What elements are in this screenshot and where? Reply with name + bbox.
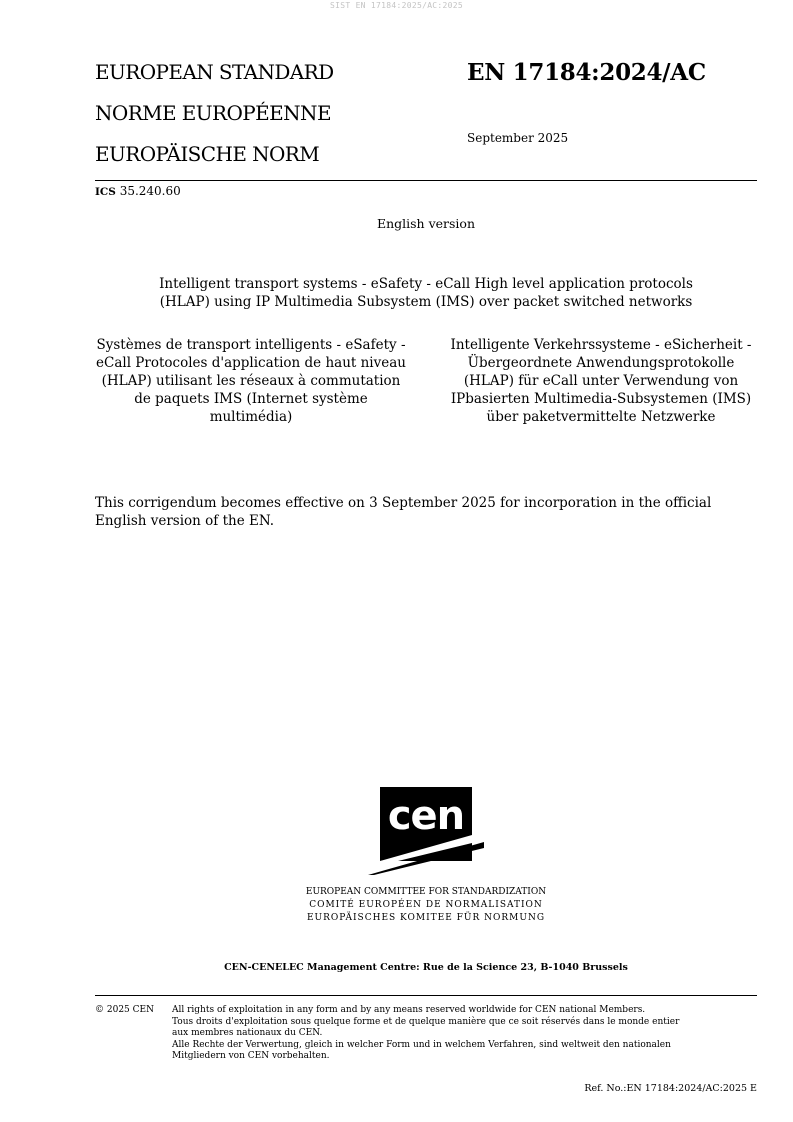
rights-line: Tous droits d'exploitation sous quelque forme et de quelque manière que ce soit réservés dans le monde entier bbox=[172, 1016, 680, 1027]
title-german-line: IPbasierten Multimedia-Subsystemen (IMS) bbox=[450, 391, 752, 407]
corrigendum-line: English version of the EN. bbox=[95, 513, 275, 529]
title-french-line: multimédia) bbox=[209, 409, 293, 425]
committee-name-de: EUROPÄISCHES KOMITEE FÜR NORMUNG bbox=[306, 913, 546, 923]
rights-line: Mitgliedern von CEN vorbehalten. bbox=[172, 1051, 330, 1061]
title-german-line: Übergeordnete Anwendungsprotokolle bbox=[467, 355, 735, 371]
ics-classification bbox=[95, 184, 181, 198]
rights-line: aux membres nationaux du CEN. bbox=[172, 1028, 323, 1038]
rights-statement bbox=[172, 1005, 757, 1063]
title-english-line: (HLAP) using IP Multimedia Subsystem (IMS) over packet switched networks bbox=[159, 294, 693, 310]
english-version-label: English version bbox=[376, 216, 476, 231]
title-german-line: (HLAP) für eCall unter Verwendung von bbox=[463, 373, 739, 389]
corrigendum-notice bbox=[95, 494, 757, 530]
document-date: September 2025 bbox=[467, 131, 569, 145]
title-german bbox=[436, 336, 766, 426]
committee-name-fr: COMITÉ EUROPÉEN DE NORMALISATION bbox=[309, 900, 543, 910]
reference-number: Ref. No.:EN 17184:2024/AC:2025 E bbox=[584, 1083, 757, 1094]
standard-label-en: EUROPEAN STANDARD bbox=[95, 60, 334, 84]
title-french-line: Systèmes de transport intelligents - eSafety - bbox=[96, 337, 406, 353]
watermark: SIST EN 17184:2025/AC:2025 bbox=[329, 1, 464, 10]
committee-name bbox=[95, 886, 757, 925]
rights-line: All rights of exploitation in any form and by any means reserved worldwide for CEN national Members. bbox=[172, 1005, 646, 1015]
committee-name-en: EUROPEAN COMMITTEE FOR STANDARDIZATION bbox=[305, 887, 547, 897]
ics-label: ICS bbox=[95, 186, 116, 198]
ics-value: 35.240.60 bbox=[119, 184, 181, 198]
title-french bbox=[86, 336, 416, 426]
title-english bbox=[95, 275, 757, 311]
document-number: EN 17184:2024/AC bbox=[467, 59, 706, 86]
title-french-line: eCall Protocoles d'application de haut niveau bbox=[96, 355, 406, 371]
cen-logo-icon bbox=[368, 787, 484, 875]
title-french-line: (HLAP) utilisant les réseaux à commutation bbox=[101, 373, 401, 389]
title-german-line: über paketvermittelte Netzwerke bbox=[486, 409, 716, 425]
title-german-line: Intelligente Verkehrssysteme - eSicherheit - bbox=[450, 337, 752, 353]
cen-logo-text: cen bbox=[387, 793, 465, 839]
corrigendum-line: This corrigendum becomes effective on 3 September 2025 for incorporation in the official bbox=[95, 495, 712, 511]
footer-divider bbox=[95, 995, 757, 996]
rights-line: Alle Rechte der Verwertung, gleich in welcher Form und in welchem Verfahren, sind weltweit den nationalen bbox=[172, 1039, 671, 1050]
header-divider bbox=[95, 180, 757, 181]
standard-label-fr: NORME EUROPÉENNE bbox=[95, 101, 331, 125]
copyright-notice: © 2025 CEN bbox=[95, 1005, 154, 1015]
management-centre-address: CEN-CENELEC Management Centre: Rue de la Science 23, B-1040 Brussels bbox=[224, 962, 628, 973]
title-english-line: Intelligent transport systems - eSafety - eCall High level application protocols bbox=[159, 276, 693, 292]
title-french-line: de paquets IMS (Internet système bbox=[134, 391, 368, 407]
standard-label-de: EUROPÄISCHE NORM bbox=[95, 142, 320, 166]
